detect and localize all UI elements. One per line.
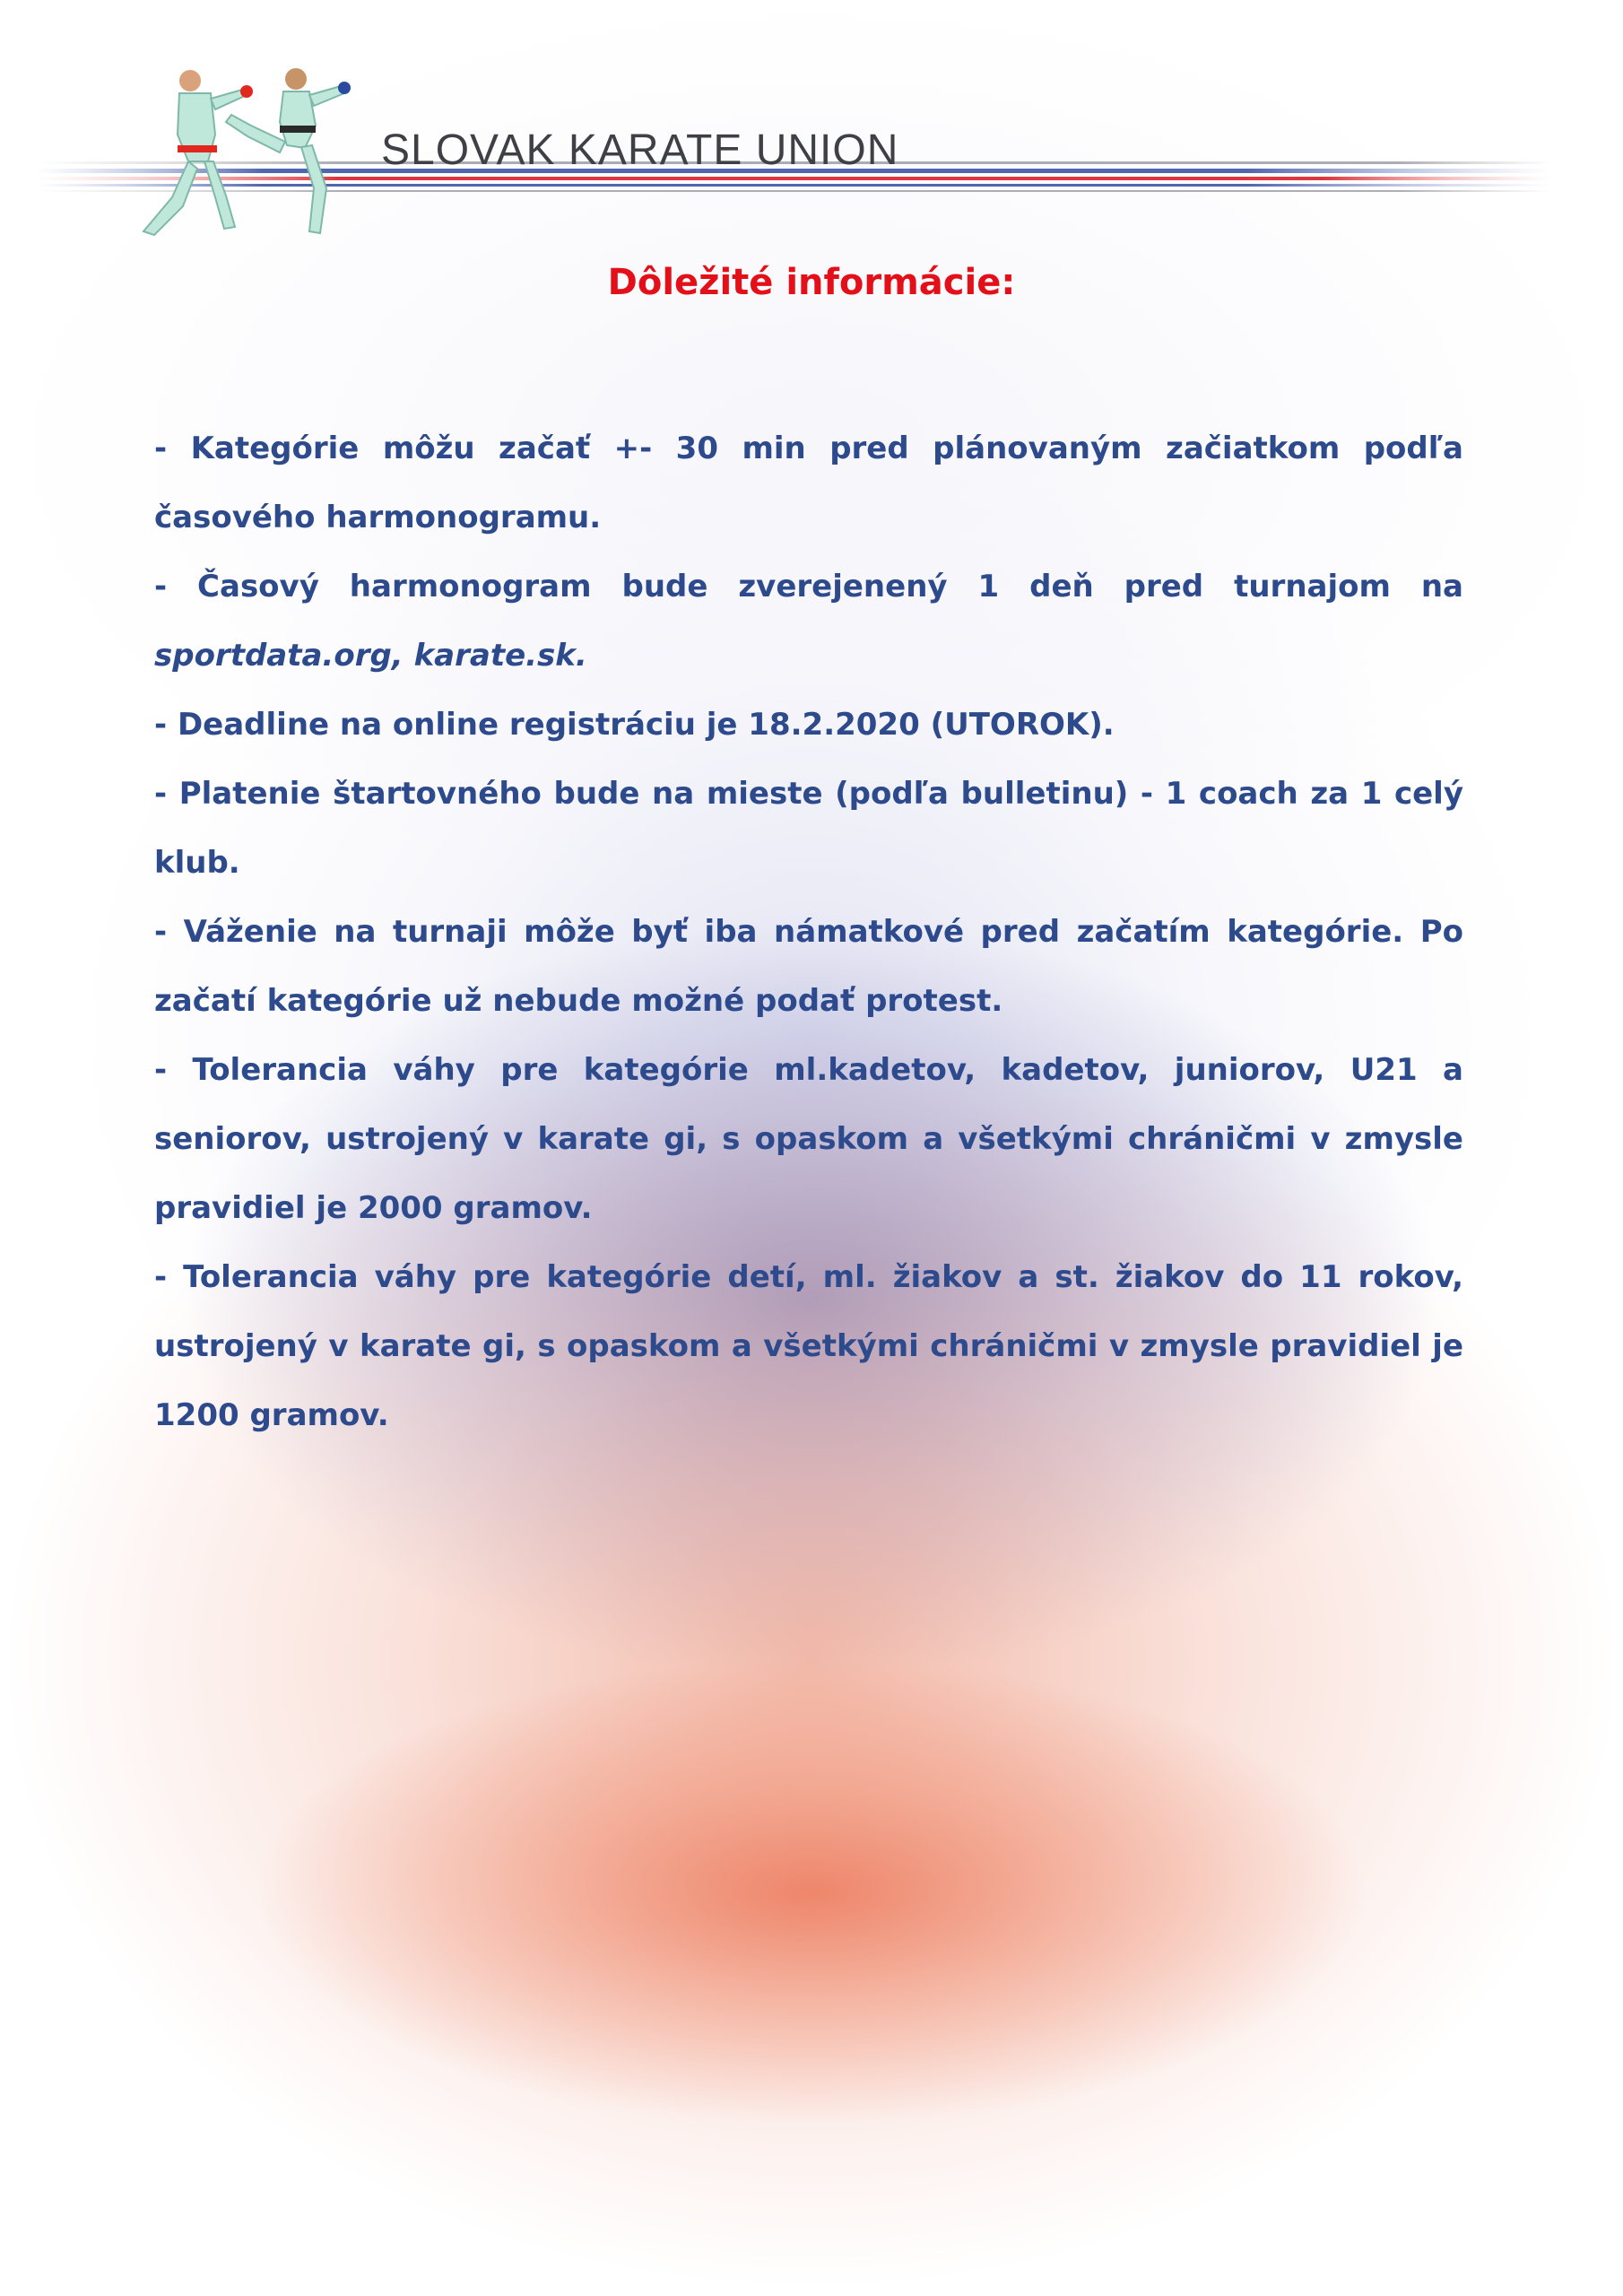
page-title: Dôležité informácie: bbox=[607, 262, 1016, 303]
list-item-text: - Kategórie môžu začať +- 30 min pred plánovaným začiatkom podľa časového harmonogramu. bbox=[154, 430, 1463, 535]
list-item bbox=[154, 414, 1463, 552]
header bbox=[0, 0, 1623, 251]
websites-link: sportdata.org, karate.sk. bbox=[154, 638, 587, 674]
logo-text: SLOVAK KARATE UNION bbox=[381, 126, 899, 174]
list-item-text: - Tolerancia váhy pre kategórie ml.kadetov, kadetov, juniorov, U21 a seniorov, ustrojený v karate gi, s opaskom a všetkými chráničmi v zmysle pravidiel je 2000 gramov. bbox=[154, 1052, 1463, 1226]
list-item bbox=[154, 552, 1463, 691]
karate-fighters-icon bbox=[126, 63, 359, 242]
info-list bbox=[154, 414, 1463, 1450]
list-item bbox=[154, 1243, 1463, 1450]
list-item bbox=[154, 898, 1463, 1036]
list-item-text: - Časový harmonogram bude zverejenený 1 deň pred turnajom na bbox=[154, 569, 1463, 604]
list-item bbox=[154, 1036, 1463, 1243]
list-item bbox=[154, 691, 1463, 760]
list-item-text: - Deadline na online registráciu je 18.2.2020 (UTOROK). bbox=[154, 707, 1115, 743]
list-item-text: - Váženie na turnaji môže byť iba námatkové pred začatím kategórie. Po začatí kategórie už nebude možné podať protest. bbox=[154, 914, 1463, 1019]
list-item-text: - Platenie štartovného bude na mieste (podľa bulletinu) - 1 coach za 1 celý klub. bbox=[154, 776, 1463, 881]
list-item bbox=[154, 760, 1463, 898]
list-item-text: - Tolerancia váhy pre kategórie detí, ml. žiakov a st. žiakov do 11 rokov, ustrojený v karate gi, s opaskom a všetkými chráničmi v zmysle pravidiel je 1200 gramov. bbox=[154, 1259, 1463, 1433]
